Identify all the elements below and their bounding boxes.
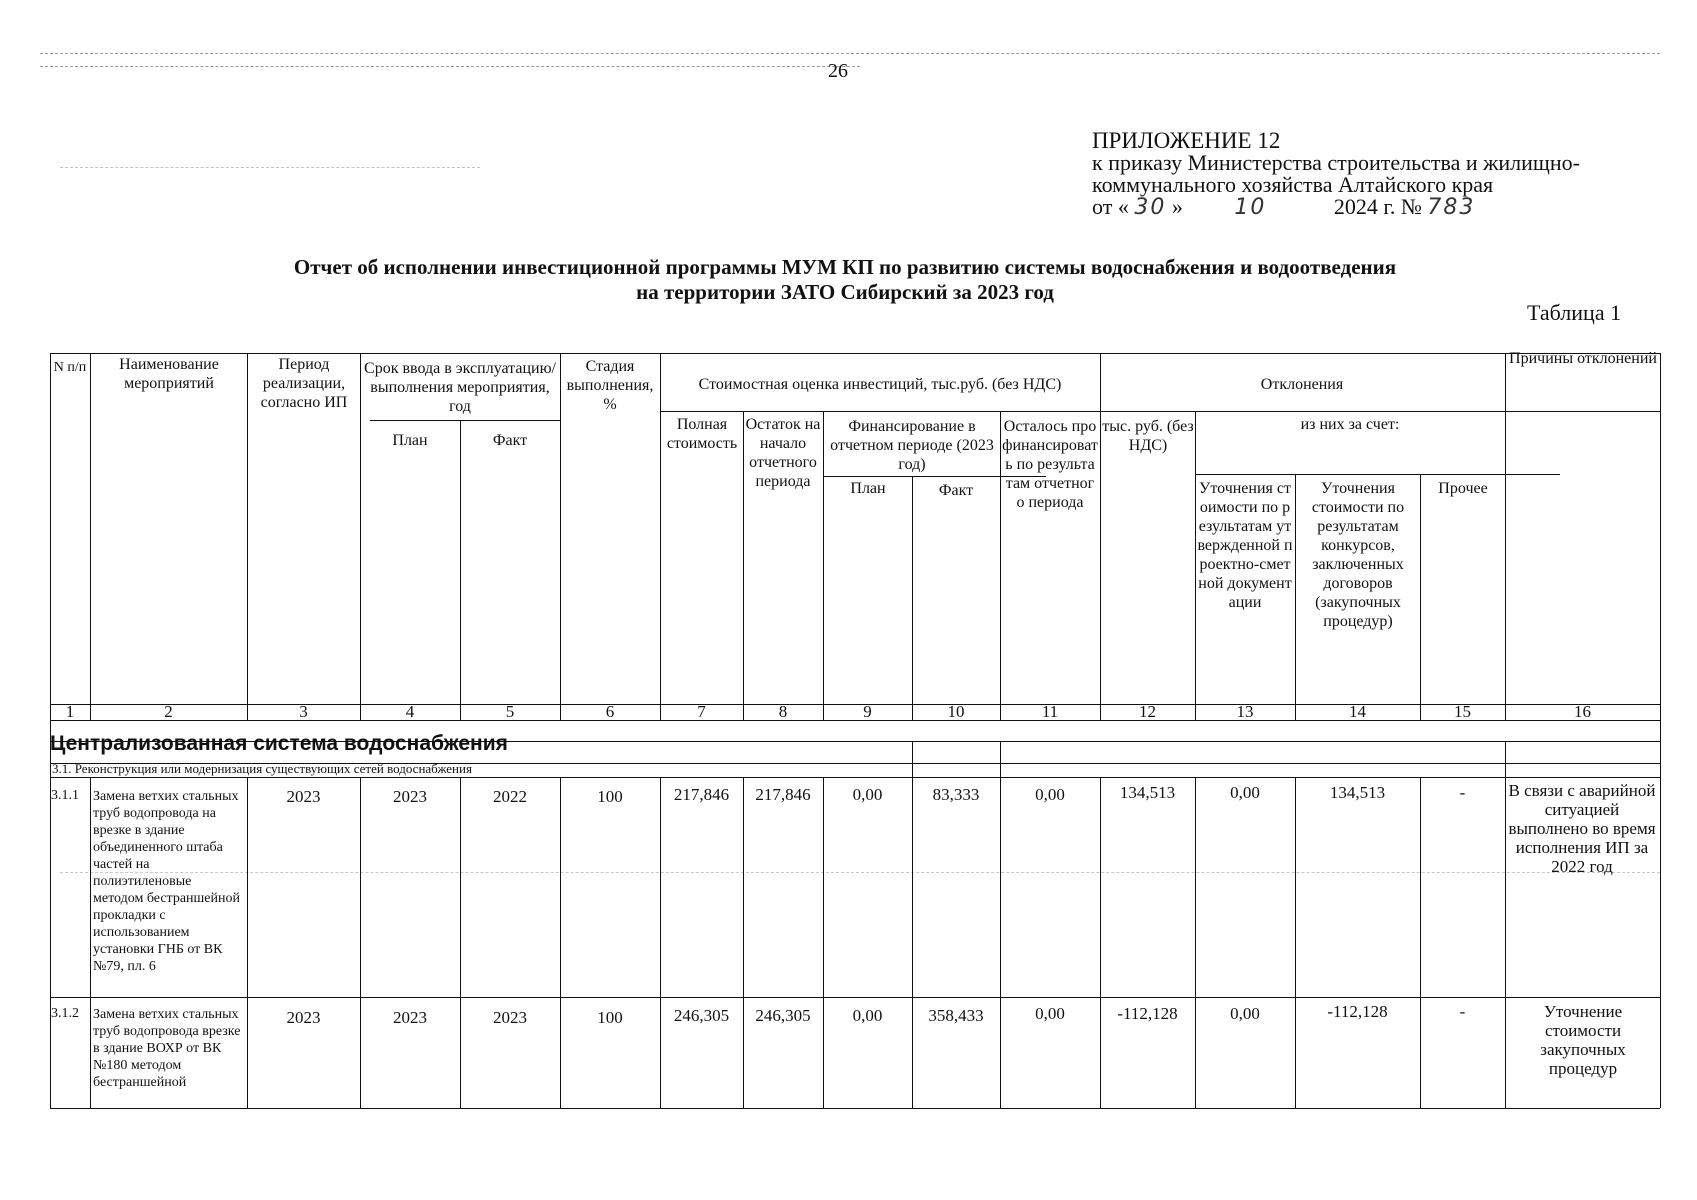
row-stage: 100 [597, 1008, 623, 1027]
row-remaining-end: 0,00 [1035, 1004, 1065, 1023]
header-reasons: Причины отклонений [1509, 350, 1657, 367]
scan-artifact-line [60, 167, 480, 168]
appendix-order-line: к приказу Министерства строительства и жилищно- [1092, 150, 1580, 175]
table-label: Таблица 1 [1527, 300, 1622, 325]
row-reason: В связи с аварийной ситуацией выполнено во время исполнения ИП за 2022 год [1508, 781, 1656, 876]
row-dev-other: - [1459, 1002, 1466, 1021]
scan-artifact-line [40, 66, 860, 67]
scan-artifact-line [40, 53, 1660, 54]
header-name: Наименование мероприятий [119, 356, 219, 392]
row-dev-psd: 0,00 [1230, 1004, 1260, 1023]
header-fin-plan: План [850, 480, 886, 497]
row-fin-fact: 83,333 [932, 785, 980, 804]
header-remaining-start: Остаток на начало отчетного периода [745, 416, 821, 490]
row-name: Замена ветхих стальных труб водопровода врезке в здание ВОХР от ВК №180 методом бестраншейной [93, 1007, 241, 1090]
column-number: 6 [605, 702, 615, 721]
header-other: Прочее [1438, 480, 1488, 497]
header-psd-refinement: Уточнения стоимости по результатам утвержденной проектно-сметной документации [1197, 480, 1293, 611]
page-number: 26 [828, 60, 848, 82]
column-number: 9 [863, 702, 872, 721]
column-number: 14 [1349, 702, 1366, 721]
column-number: 2 [164, 702, 173, 721]
row-dev-other: - [1459, 783, 1466, 802]
row-deviation: 134,513 [1119, 783, 1176, 802]
header-cost-group: Стоимостная оценка инвестиций, тыс.руб. (без НДС) [698, 376, 1062, 393]
row-plan-year: 2023 [393, 1008, 427, 1027]
header-number: N п/п [53, 360, 87, 375]
row-fin-plan: 0,00 [852, 1006, 883, 1025]
header-contract-refinement: Уточнения стоимости по результатам конкурсов, заключенных договоров (закупочных процедур) [1311, 480, 1405, 630]
handwritten-order-number: 783 [1427, 195, 1476, 220]
row-fact-year: 2023 [493, 1008, 527, 1027]
row-full-cost: 217,846 [673, 785, 730, 804]
header-commissioning: Срок ввода в эксплуатацию/выполнения мероприятия, год [364, 360, 556, 415]
section-title: Централизованная система водоснабжения [50, 732, 508, 755]
row-name: Замена ветхих стальных труб водопровода на врезке в здание объединенного штаба частей на полиэтиленовые методом бестраншейной прокладки с использованием установки ГНБ от ВК №79, пл. 6 [93, 789, 240, 974]
appendix-ministry-line: коммунального хозяйства Алтайского края [1092, 172, 1494, 197]
row-plan-year: 2023 [393, 787, 427, 806]
header-remaining-end: Осталось профинансировать по результатам отчетного периода [1002, 418, 1098, 511]
column-number: 8 [778, 702, 788, 721]
handwritten-month: 10 [1234, 195, 1267, 220]
column-number: 11 [1041, 702, 1059, 721]
header-full-cost: Полная стоимость [666, 416, 738, 452]
row-remaining-end: 0,00 [1035, 785, 1065, 804]
row-reason: Уточнение стоимости закупочных процедур [1540, 1002, 1626, 1078]
row-remaining-start: 246,305 [755, 1006, 811, 1025]
appendix-header [1092, 130, 1580, 219]
header-plan-year: План [392, 432, 428, 449]
header-fin-fact: Факт [938, 482, 974, 499]
header-deviations-group: Отклонения [1260, 376, 1344, 393]
row-dev-contracts: -112,128 [1327, 1002, 1388, 1021]
header-deviation-amount: тыс. руб. (без НДС) [1102, 418, 1194, 454]
column-number: 5 [505, 702, 515, 721]
header-stage: Стадия выполнения, % [566, 358, 654, 413]
header-financing-group: Финансирование в отчетном периоде (2023 год) [830, 418, 994, 473]
row-fin-plan: 0,00 [852, 785, 883, 804]
row-stage: 100 [597, 787, 623, 806]
column-number: 4 [405, 702, 415, 721]
header-fact-year: Факт [492, 432, 528, 449]
row-fin-fact: 358,433 [928, 1006, 984, 1025]
column-number: 12 [1139, 702, 1156, 721]
row-remaining-start: 217,846 [755, 785, 811, 804]
handwritten-day: 30 [1134, 195, 1167, 220]
row-period: 2023 [286, 1008, 321, 1027]
row-full-cost: 246,305 [673, 1006, 730, 1025]
column-number: 7 [697, 702, 706, 721]
subsection-title: 3.1. Реконструкция или модернизация существующих сетей водоснабжения [52, 761, 472, 776]
header-of-which: из них за счет: [1300, 416, 1400, 433]
report-table [50, 345, 1660, 1115]
row-period: 2023 [286, 787, 321, 806]
column-number: 13 [1236, 702, 1254, 721]
row-id: 3.1.1 [51, 788, 79, 803]
row-dev-contracts: 134,513 [1329, 783, 1386, 802]
row-deviation: -112,128 [1117, 1004, 1178, 1023]
column-number: 10 [947, 702, 965, 721]
appendix-title: ПРИЛОЖЕНИЕ 12 [1092, 128, 1281, 153]
column-number: 3 [299, 702, 308, 721]
appendix-date-line: от « 30 » 10 2024 г. № 783 [1092, 194, 1476, 220]
row-fact-year: 2022 [493, 787, 527, 806]
row-id: 3.1.2 [51, 1006, 79, 1021]
document-title: Отчет об исполнении инвестиционной программы МУМ КП по развитию системы водоснабжения и водоотведения на территории ЗАТО Сибирский за 2023 год [293, 255, 1397, 304]
header-period: Период реализации, согласно ИП [260, 356, 348, 411]
row-dev-psd: 0,00 [1230, 783, 1260, 802]
column-number: 16 [1574, 702, 1591, 721]
column-number: 1 [65, 702, 75, 721]
column-number: 15 [1454, 702, 1471, 721]
